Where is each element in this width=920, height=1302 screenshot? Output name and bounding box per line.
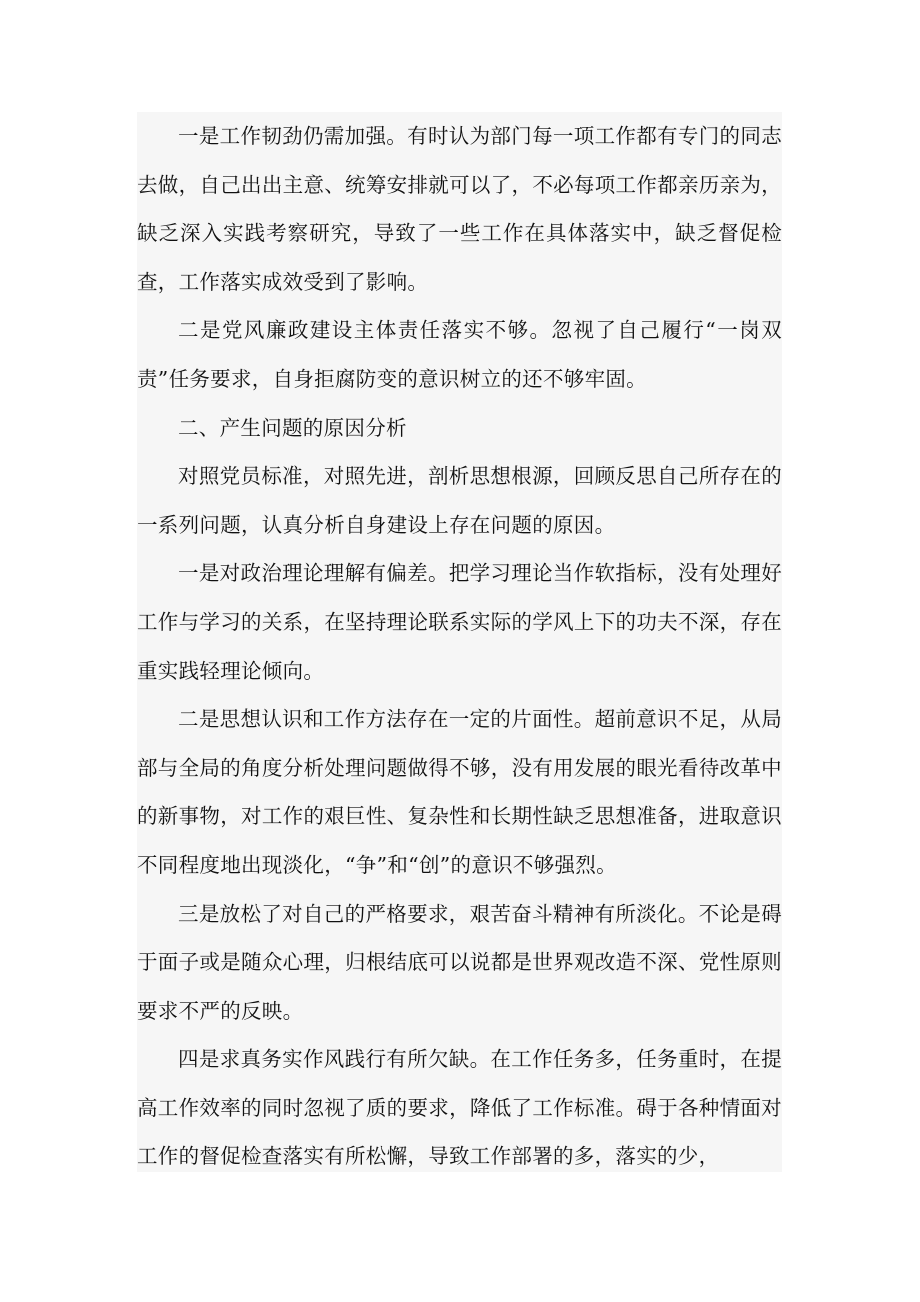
paragraph-party-conduct: 二是党风廉政建设主体责任落实不够。忽视了自己履行“一岗双责”任务要求，自身拒腐防变的意识树立的还不够牢固。 <box>137 318 782 391</box>
section-heading-cause-analysis: 二、产生问题的原因分析 <box>178 415 407 440</box>
document-body <box>137 112 782 1172</box>
paragraph-pragmatic-style: 四是求真务实作风践行有所欠缺。在工作任务多，任务重时，在提高工作效率的同时忽视了质的要求，降低了工作标准。碍于各种情面对工作的督促检查落实有所松懈，导致工作部署的多，落实的少， <box>137 1047 782 1169</box>
paragraph-cause-intro: 对照党员标准，对照先进，剖析思想根源，回顾反思自己所存在的一系列问题，认真分析自身建设上存在问题的原因。 <box>137 464 782 537</box>
paragraph-self-discipline: 三是放松了对自己的严格要求，艰苦奋斗精神有所淡化。不论是碍于面子或是随众心理，归根结底可以说都是世界观改造不深、党性原则要求不严的反映。 <box>137 901 782 1023</box>
paragraph-thinking-methods: 二是思想认识和工作方法存在一定的片面性。超前意识不足，从局部与全局的角度分析处理问题做得不够，没有用发展的眼光看待改革中的新事物，对工作的艰巨性、复杂性和长期性缺乏思想准备，进取意识不同程度地出现淡化，“争”和“创”的意识不够强烈。 <box>137 707 782 877</box>
paragraph-work-tenacity: 一是工作韧劲仍需加强。有时认为部门每一项工作都有专门的同志去做，自己出出主意、统筹安排就可以了，不必每项工作都亲历亲为，缺乏深入实践考察研究，导致了一些工作在具体落实中，缺乏督促检查，工作落实成效受到了影响。 <box>137 124 782 294</box>
paragraph-political-theory: 一是对政治理论理解有偏差。把学习理论当作软指标，没有处理好工作与学习的关系，在坚持理论联系实际的学风上下的功夫不深，存在重实践轻理论倾向。 <box>137 561 782 683</box>
